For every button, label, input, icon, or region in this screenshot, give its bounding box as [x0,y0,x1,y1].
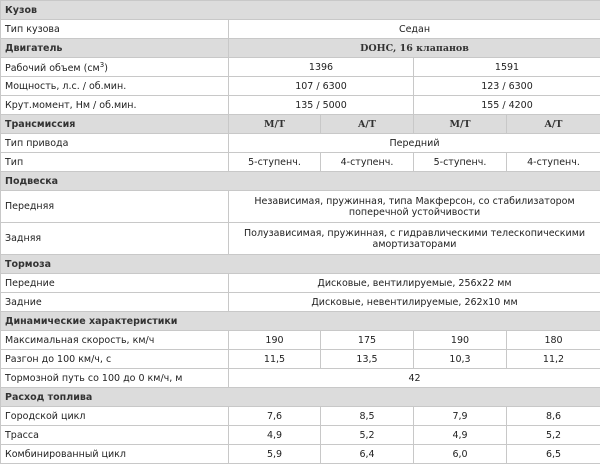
row-value: 4-ступенч. [321,153,414,172]
row-label: Разгон до 100 км/ч, с [1,350,229,369]
row-power [1,77,600,96]
row-value: 42 [229,369,600,388]
row-value: 7,6 [229,407,321,426]
engine-type-value: DOHC, 16 клапанов [229,39,600,58]
section-engine [1,39,600,58]
row-value: 6,0 [414,445,507,464]
row-label-text: Рабочий объем (см [5,63,100,74]
row-front-brakes [1,274,600,293]
section-brakes [1,255,600,274]
row-label: Трасса [1,426,229,445]
row-label: Городской цикл [1,407,229,426]
superscript: 3 [100,61,104,69]
row-max-speed [1,331,600,350]
row-value: 5,2 [507,426,600,445]
row-value: 175 [321,331,414,350]
row-acceleration [1,350,600,369]
section-title: Кузов [1,1,600,20]
section-title: Динамические характеристики [1,312,600,331]
row-value: Дисковые, вентилируемые, 256x22 мм [229,274,600,293]
section-title: Двигатель [1,39,229,58]
row-label-end: ) [104,63,108,74]
section-suspension [1,172,600,191]
row-braking-distance [1,369,600,388]
row-value: 4-ступенч. [507,153,600,172]
section-body [1,1,600,20]
row-combined-cycle [1,445,600,464]
row-label: Тип привода [1,134,229,153]
row-front-suspension [1,191,600,223]
row-label: Задняя [1,223,229,255]
section-title: Расход топлива [1,388,600,407]
row-label: Задние [1,293,229,312]
row-value: 13,5 [321,350,414,369]
row-transmission-type [1,153,600,172]
section-title: Тормоза [1,255,600,274]
row-drive [1,134,600,153]
row-value: 10,3 [414,350,507,369]
row-label: Тормозной путь со 100 до 0 км/ч, м [1,369,229,388]
row-value: 5,9 [229,445,321,464]
row-label: Мощность, л.с. / об.мин. [1,77,229,96]
row-value: 8,5 [321,407,414,426]
row-label: Крут.момент, Нм / об.мин. [1,96,229,115]
row-value: 4,9 [414,426,507,445]
row-value: 1396 [229,58,414,77]
row-value: Дисковые, невентилируемые, 262x10 мм [229,293,600,312]
row-torque [1,96,600,115]
row-value: 5-ступенч. [414,153,507,172]
column-header: A/T [507,115,600,134]
row-value: 135 / 5000 [229,96,414,115]
row-value: Независимая, пружинная, типа Макферсон, со стабилизатором поперечной устойчивости [229,191,600,223]
section-transmission [1,115,600,134]
row-body-type [1,20,600,39]
row-value: 11,2 [507,350,600,369]
row-value: 107 / 6300 [229,77,414,96]
row-label: Передние [1,274,229,293]
row-value: 6,4 [321,445,414,464]
row-rear-brakes [1,293,600,312]
row-value: 190 [414,331,507,350]
row-value: 11,5 [229,350,321,369]
row-value: 5-ступенч. [229,153,321,172]
row-label: Тип кузова [1,20,229,39]
row-label [1,58,229,77]
row-label: Передняя [1,191,229,223]
column-header: M/T [229,115,321,134]
row-label: Максимальная скорость, км/ч [1,331,229,350]
section-title: Трансмиссия [1,115,229,134]
row-displacement [1,58,600,77]
row-value: 190 [229,331,321,350]
row-value: Седан [229,20,600,39]
row-label: Тип [1,153,229,172]
row-city-cycle [1,407,600,426]
row-value: 7,9 [414,407,507,426]
row-rear-suspension [1,223,600,255]
section-fuel [1,388,600,407]
row-value: 155 / 4200 [414,96,600,115]
column-header: A/T [321,115,414,134]
row-value: 180 [507,331,600,350]
row-value: 123 / 6300 [414,77,600,96]
row-value: 1591 [414,58,600,77]
row-value: Полузависимая, пружинная, с гидравлическими телескопическими амортизаторами [229,223,600,255]
column-header: M/T [414,115,507,134]
row-value: Передний [229,134,600,153]
row-value: 4,9 [229,426,321,445]
section-title: Подвеска [1,172,600,191]
row-value: 6,5 [507,445,600,464]
row-value: 8,6 [507,407,600,426]
section-dynamics [1,312,600,331]
row-label: Комбинированный цикл [1,445,229,464]
row-value: 5,2 [321,426,414,445]
